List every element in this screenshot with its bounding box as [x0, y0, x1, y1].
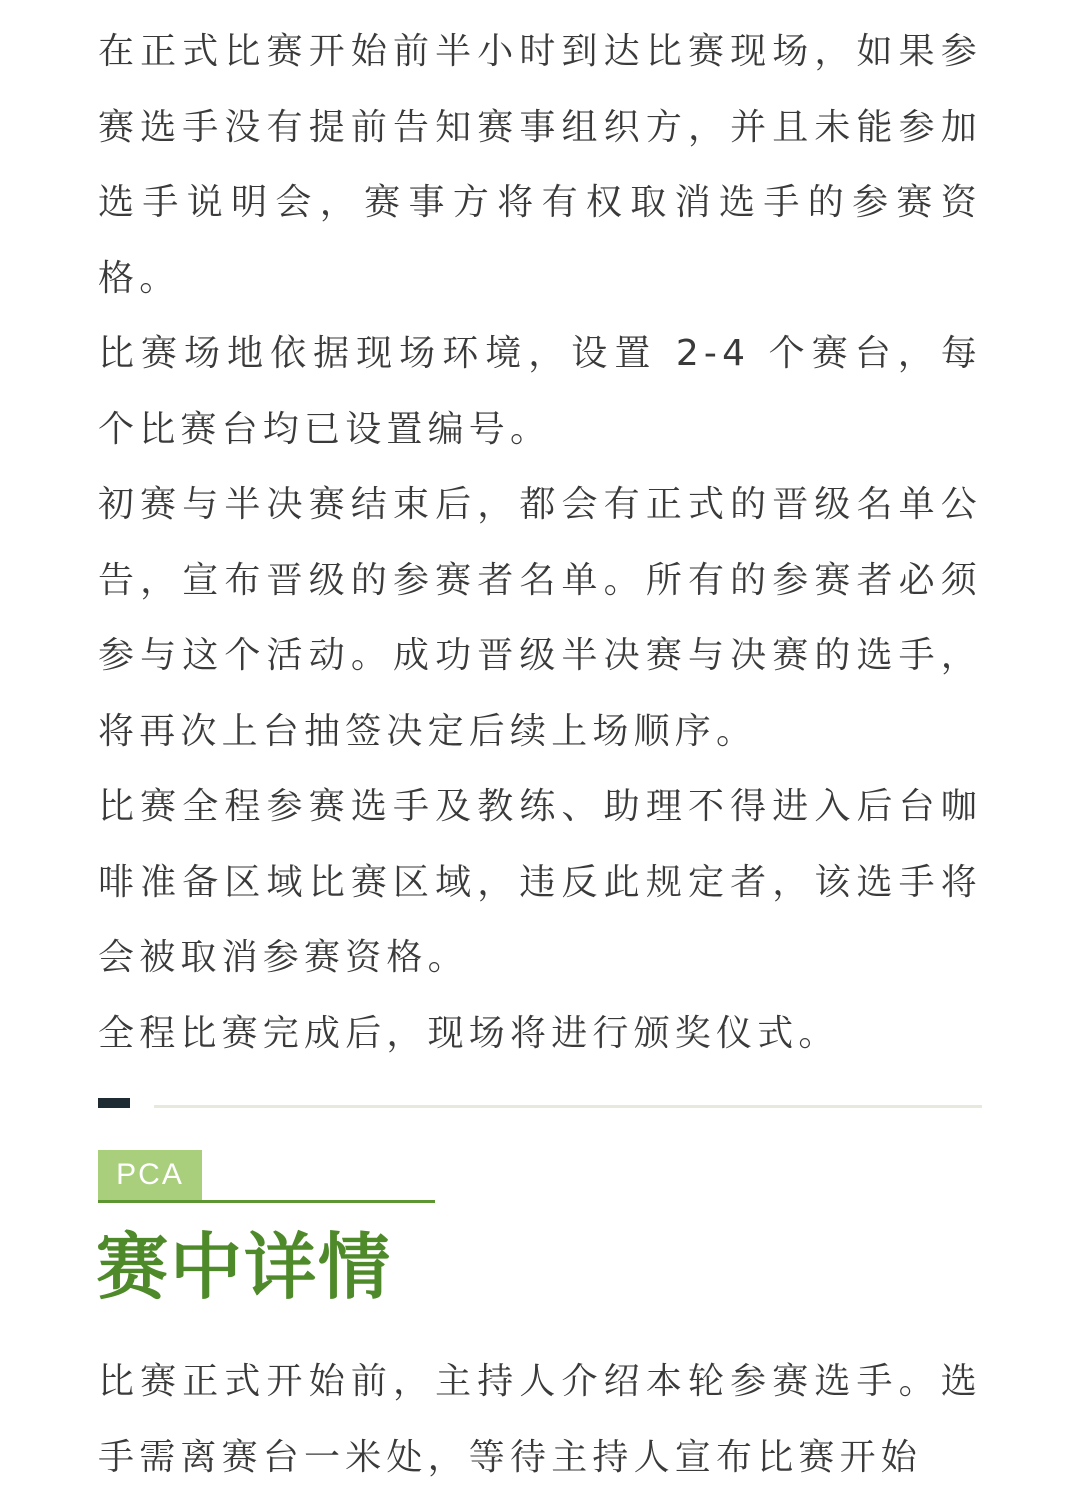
section-tag [98, 1150, 435, 1203]
section-tag-label: PCA [98, 1150, 202, 1200]
section-tag-underline [98, 1200, 435, 1203]
section-divider [98, 1098, 982, 1112]
paragraph-advancement: 初赛与半决赛结束后，都会有正式的晋级名单公告，宣布晋级的参赛者名单。所有的参赛者必须参与这个活动。成功晋级半决赛与决赛的选手，将再次上台抽签决定后续上场顺序。 [98, 484, 982, 752]
paragraph-match-start: 比赛正式开始前，主持人介绍本轮参赛选手。选手需离赛台一米处，等待主持人宣布比赛开始 [98, 1361, 982, 1478]
section-body [98, 1344, 982, 1495]
paragraph-venue-setup: 比赛场地依据现场环境，设置 2-4 个赛台，每个比赛台均已设置编号。 [98, 333, 982, 450]
paragraph-award-ceremony: 全程比赛完成后，现场将进行颁奖仪式。 [98, 1012, 840, 1054]
paragraph-backstage-rule: 比赛全程参赛选手及教练、助理不得进入后台咖啡准备区域比赛区域，违反此规定者，该选手将会被取消参赛资格。 [98, 786, 982, 978]
divider-line [154, 1105, 982, 1108]
divider-dash [98, 1098, 130, 1108]
paragraph-arrival-rule: 在正式比赛开始前半小时到达比赛现场，如果参赛选手没有提前告知赛事组织方，并且未能参加选手说明会，赛事方将有权取消选手的参赛资格。 [98, 31, 982, 299]
section-title: 赛中详情 [96, 1225, 393, 1309]
article-body [98, 14, 982, 1071]
